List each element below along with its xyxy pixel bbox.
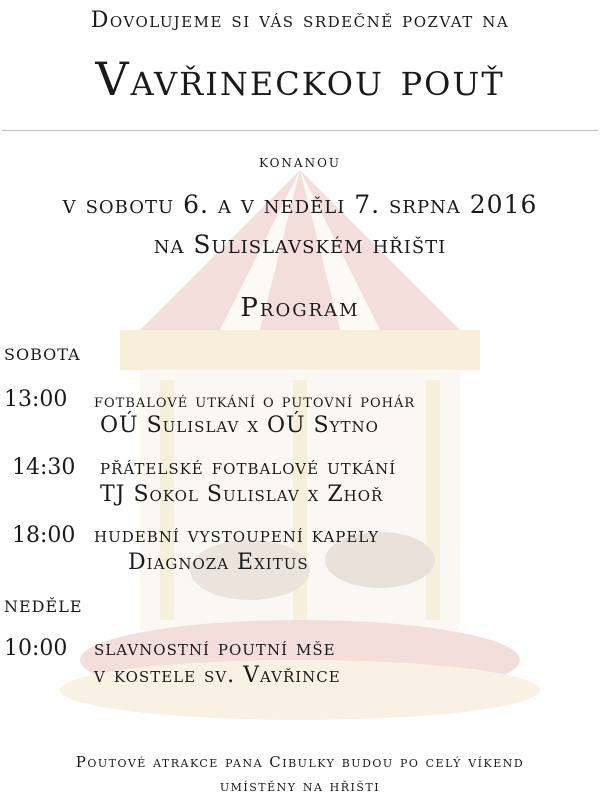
day-sunday: neděle	[4, 592, 83, 618]
event-time: 10:00	[4, 636, 68, 661]
event-time: 13:00	[4, 387, 68, 412]
event-title: přátelské fotbalové utkání	[100, 455, 397, 480]
invitation-text: Dovolujeme si vás srdečně pozvat na	[90, 8, 510, 33]
day-saturday: sobota	[4, 340, 81, 366]
footer-note-location: umístěny na hřišti	[219, 777, 381, 795]
event-detail: OÚ Sulislav x OÚ Sytno	[100, 413, 379, 438]
event-date: v sobotu 6. a v neděli 7. srpna 2016	[62, 190, 538, 219]
event-detail: TJ Sokol Sulislav x Zhoř	[100, 482, 384, 507]
event-detail: v kostele sv. Vavřince	[94, 663, 341, 688]
event-title: fotbalové utkání o putovní pohár	[94, 390, 416, 412]
event-place: na Sulislavském hřišti	[153, 230, 447, 259]
divider	[2, 130, 598, 131]
konanou-text: konanou	[258, 152, 342, 172]
footer-note: Poutové atrakce pana Cibulky budou po celý víkend	[75, 753, 525, 771]
event-title: slavnostní poutní mše	[94, 636, 336, 661]
program-heading: Program	[240, 293, 360, 323]
event-time: 18:00	[12, 523, 76, 548]
event-title: hudební vystoupení kapely	[94, 523, 380, 548]
page-title: Vavřineckou pouť	[95, 52, 505, 106]
event-time: 14:30	[12, 455, 76, 480]
event-detail: Diagnoza Exitus	[128, 550, 309, 575]
